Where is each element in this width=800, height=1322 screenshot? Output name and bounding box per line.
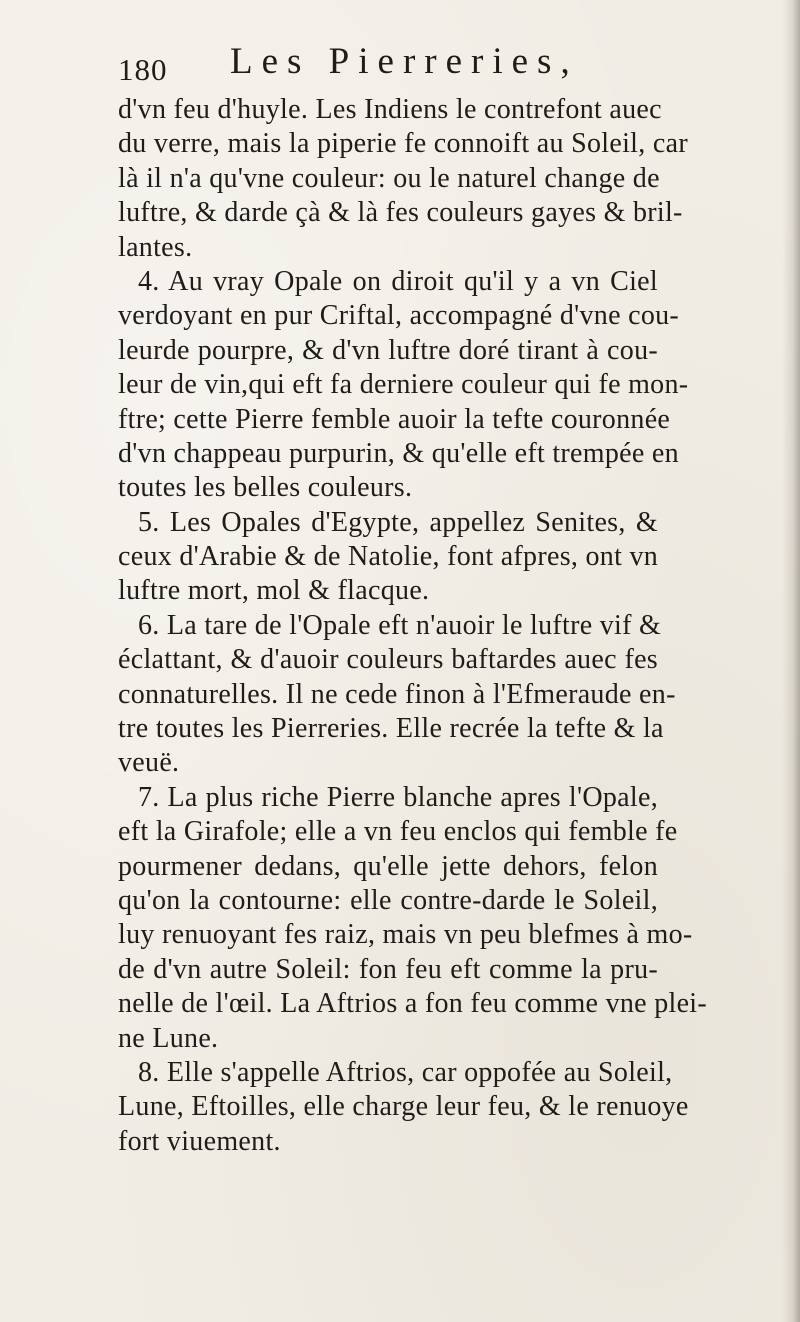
body-text	[118, 93, 708, 1159]
text-line: luftre mort, mol & flacque.	[118, 575, 430, 607]
text-line: connaturelles. Il ne cede finon à l'Efmeraude en-	[118, 678, 676, 710]
text-line: verdoyant en pur Criftal, accompagné d'vne cou-	[118, 300, 680, 332]
text-line: ne Lune.	[118, 1022, 219, 1054]
text-line: 8. Elle s'appelle Aftrios, car oppofée au Soleil,	[138, 1056, 673, 1088]
text-line: d'vn chappeau purpurin, & qu'elle eft trempée en	[118, 437, 679, 469]
text-line: éclattant, & d'auoir couleurs baftardes auec fes	[118, 644, 658, 676]
text-line: leurde pourpre, & d'vn luftre doré tirant à cou-	[118, 334, 658, 366]
text-line: eft la Girafole; elle a vn feu enclos qui femble fe	[118, 816, 678, 848]
running-title: Les Pierreries,	[230, 41, 579, 82]
text-line: luftre, & darde çà & là fes couleurs gayes & bril-	[118, 197, 683, 229]
text-line: pourmener dedans, qu'elle jette dehors, felon	[118, 850, 658, 882]
text-line: lantes.	[118, 231, 193, 263]
text-line: de d'vn autre Soleil: fon feu eft comme la pru-	[118, 953, 658, 985]
text-line: du verre, mais la piperie fe connoift au Soleil, car	[118, 128, 688, 160]
text-line: Lune, Eftoilles, elle charge leur feu, & le renuoye	[118, 1091, 689, 1123]
text-line: qu'on la contourne: elle contre-darde le Soleil,	[118, 884, 658, 916]
text-line: là il n'a qu'vne couleur: ou le naturel change de	[118, 162, 660, 194]
page-header	[118, 40, 678, 92]
text-line: 5. Les Opales d'Egypte, appellez Senites, &	[138, 506, 658, 538]
text-line: 7. La plus riche Pierre blanche apres l'Opale,	[138, 781, 658, 813]
text-line: ftre; cette Pierre femble auoir la tefte couronnée	[118, 403, 671, 435]
text-line: toutes les belles couleurs.	[118, 472, 413, 504]
text-line: luy renuoyant fes raiz, mais vn peu blefmes à mo-	[118, 919, 693, 951]
text-line: fort viuement.	[118, 1125, 281, 1157]
page-edge-shadow	[782, 0, 800, 1322]
text-line: nelle de l'œil. La Aftrios a fon feu comme vne plei-	[118, 988, 708, 1020]
text-line: tre toutes les Pierreries. Elle recrée la tefte & la	[118, 713, 664, 745]
text-line: ceux d'Arabie & de Natolie, font afpres, ont vn	[118, 541, 659, 573]
text-line: veuë.	[118, 747, 180, 779]
page-number: 180	[118, 52, 168, 87]
text-line: d'vn feu d'huyle. Les Indiens le contrefont auec	[118, 94, 662, 125]
text-line: 6. La tare de l'Opale eft n'auoir le luftre vif &	[138, 609, 662, 641]
text-line: 4. Au vray Opale on diroit qu'il y a vn Ciel	[138, 265, 658, 297]
text-line: leur de vin,qui eft fa derniere couleur qui fe mon-	[118, 369, 689, 401]
